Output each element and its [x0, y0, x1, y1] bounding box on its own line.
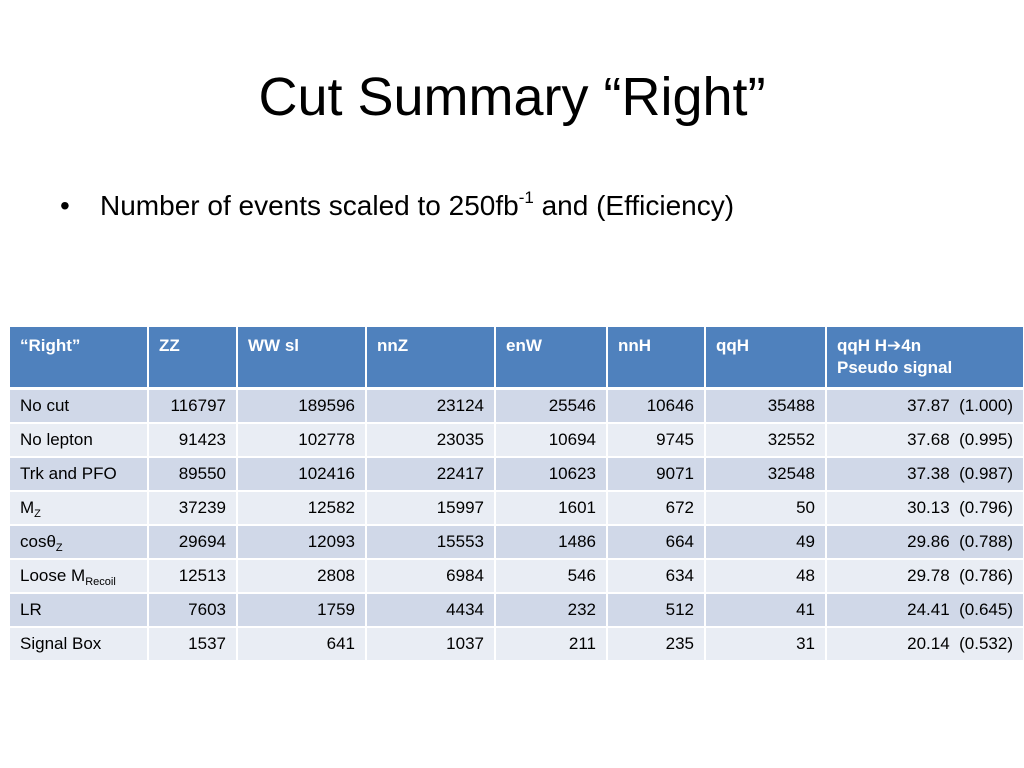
cell-nnh: 9745	[607, 423, 705, 457]
cell-qqh: 41	[705, 593, 826, 627]
header-nnh: nnH	[607, 327, 705, 389]
cut-label-cell	[10, 593, 148, 627]
cell-zz: 116797	[148, 389, 237, 424]
cut-label: M	[20, 498, 35, 517]
cell-zz: 29694	[148, 525, 237, 559]
cell-zz: 89550	[148, 457, 237, 491]
arrow-right-icon: ➔	[887, 336, 902, 355]
cell-signal: 37.68 (0.995)	[826, 423, 1024, 457]
cell-nnh: 235	[607, 627, 705, 661]
cell-enw: 1486	[495, 525, 607, 559]
cell-enw: 211	[495, 627, 607, 661]
cut-label-cell	[10, 457, 148, 491]
cell-signal: 29.78 (0.786)	[826, 559, 1024, 593]
header-zz: ZZ	[148, 327, 237, 389]
cell-signal: 30.13 (0.796)	[826, 491, 1024, 525]
cell-signal: 37.38 (0.987)	[826, 457, 1024, 491]
cell-nnz: 22417	[366, 457, 495, 491]
table-row	[10, 389, 1024, 424]
header-enw: enW	[495, 327, 607, 389]
cell-zz: 91423	[148, 423, 237, 457]
cell-nnz: 15553	[366, 525, 495, 559]
table-row	[10, 627, 1024, 661]
cell-wwsl: 2808	[237, 559, 366, 593]
cell-nnh: 512	[607, 593, 705, 627]
header-pseudo-signal	[826, 327, 1024, 389]
header-signal-suffix: 4n	[901, 336, 922, 355]
cell-nnh: 10646	[607, 389, 705, 424]
cut-label: No cut	[20, 396, 70, 415]
cell-signal: 24.41 (0.645)	[826, 593, 1024, 627]
cut-label-cell	[10, 423, 148, 457]
cell-wwsl: 12582	[237, 491, 366, 525]
cell-wwsl: 102778	[237, 423, 366, 457]
cell-enw: 546	[495, 559, 607, 593]
cell-nnz: 23124	[366, 389, 495, 424]
table-row	[10, 423, 1024, 457]
cell-signal: 20.14 (0.532)	[826, 627, 1024, 661]
table-row	[10, 593, 1024, 627]
cell-nnz: 15997	[366, 491, 495, 525]
cell-wwsl: 1759	[237, 593, 366, 627]
cell-signal: 29.86 (0.788)	[826, 525, 1024, 559]
cut-label-cell	[10, 559, 148, 593]
cell-wwsl: 102416	[237, 457, 366, 491]
header-wwsl: WW sl	[237, 327, 366, 389]
bullet-text	[100, 190, 734, 221]
cell-qqh: 50	[705, 491, 826, 525]
table-row	[10, 457, 1024, 491]
bullet-icon: •	[60, 190, 70, 221]
cut-label-subscript: Z	[55, 542, 63, 554]
cut-label-cell	[10, 627, 148, 661]
cell-enw: 232	[495, 593, 607, 627]
cell-nnz: 4434	[366, 593, 495, 627]
cell-nnh: 664	[607, 525, 705, 559]
header-qqh: qqH	[705, 327, 826, 389]
cell-enw: 25546	[495, 389, 607, 424]
slide-title: Cut Summary “Right”	[258, 67, 766, 127]
cut-label-cell	[10, 389, 148, 424]
cell-enw: 10694	[495, 423, 607, 457]
header-nnz: nnZ	[366, 327, 495, 389]
cell-wwsl: 189596	[237, 389, 366, 424]
cut-label-cell	[10, 525, 148, 559]
cell-zz: 12513	[148, 559, 237, 593]
cut-label-subscript: Recoil	[85, 576, 116, 588]
cell-enw: 10623	[495, 457, 607, 491]
header-cut-name: “Right”	[10, 327, 148, 389]
cell-wwsl: 12093	[237, 525, 366, 559]
header-signal-prefix: qqH H	[837, 336, 888, 355]
header-signal-line2: Pseudo signal	[837, 358, 953, 377]
cell-nnh: 9071	[607, 457, 705, 491]
table-row	[10, 525, 1024, 559]
bullet-suffix-text: and (Efficiency)	[533, 190, 735, 221]
cell-qqh: 48	[705, 559, 826, 593]
cut-label: cosθ	[20, 532, 56, 551]
cell-nnz: 6984	[366, 559, 495, 593]
cut-summary-table	[10, 327, 1024, 662]
cut-label-subscript: Z	[34, 508, 41, 520]
cell-qqh: 32552	[705, 423, 826, 457]
cut-label-cell	[10, 491, 148, 525]
table-header-row	[10, 327, 1024, 389]
cut-label: LR	[20, 600, 42, 619]
cell-nnz: 1037	[366, 627, 495, 661]
cell-qqh: 49	[705, 525, 826, 559]
cut-label: Signal Box	[20, 634, 102, 653]
cut-label: Trk and PFO	[20, 464, 117, 483]
cut-label: No lepton	[20, 430, 93, 449]
bullet-point	[60, 186, 734, 226]
cell-nnz: 23035	[366, 423, 495, 457]
cell-signal: 37.87 (1.000)	[826, 389, 1024, 424]
cell-nnh: 672	[607, 491, 705, 525]
table-row	[10, 559, 1024, 593]
cell-zz: 1537	[148, 627, 237, 661]
cut-label: Loose M	[20, 566, 86, 585]
cell-zz: 37239	[148, 491, 237, 525]
cell-zz: 7603	[148, 593, 237, 627]
bullet-superscript: -1	[518, 188, 534, 207]
cell-nnh: 634	[607, 559, 705, 593]
cell-enw: 1601	[495, 491, 607, 525]
cell-qqh: 31	[705, 627, 826, 661]
bullet-main-text: Number of events scaled to 250fb	[100, 190, 519, 221]
cell-qqh: 35488	[705, 389, 826, 424]
cell-wwsl: 641	[237, 627, 366, 661]
table-row	[10, 491, 1024, 525]
cell-qqh: 32548	[705, 457, 826, 491]
